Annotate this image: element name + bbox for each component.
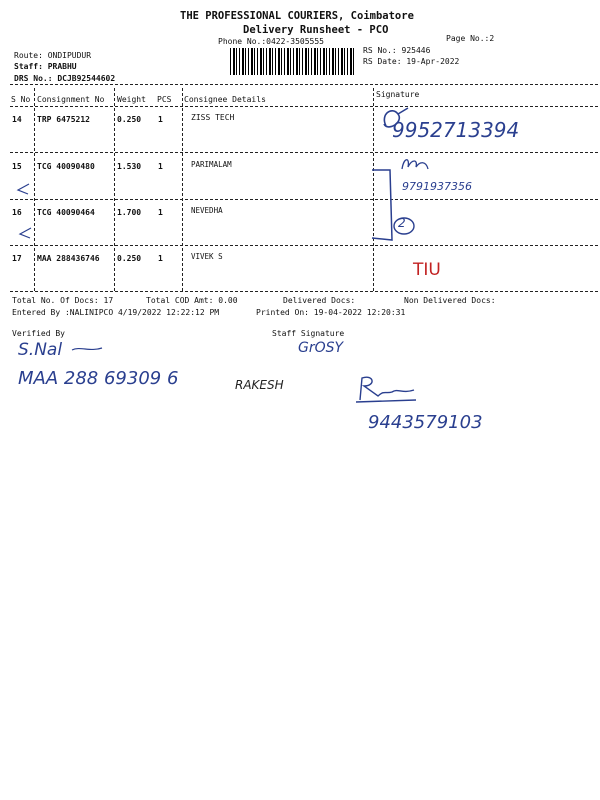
row-pcs: 1 — [158, 115, 163, 124]
header-bottom-border — [10, 106, 598, 107]
handwritten-phone-row15: 9791937356 — [402, 180, 472, 193]
col-header-signature: Signature — [376, 90, 420, 99]
page-number: Page No.:2 — [446, 34, 495, 43]
row-pcs: 1 — [158, 254, 163, 263]
company-name: THE PROFESSIONAL COURIERS, Coimbatore — [180, 10, 414, 22]
handwritten-phone-row14: 9952713394 — [392, 118, 520, 142]
column-divider — [114, 88, 115, 291]
document-title: Delivery Runsheet - PCO — [243, 24, 389, 36]
table-top-border — [10, 84, 598, 85]
row-sno: 15 — [12, 162, 22, 171]
row-consignment: MAA 288436746 — [37, 254, 100, 263]
handwritten-mark-row16: 2 — [398, 216, 406, 230]
printed-on: Printed On: 19-04-2022 12:20:31 — [256, 308, 406, 317]
row-consignee: VIVEK S — [191, 252, 223, 261]
row-consignment: TCG 40090480 — [37, 162, 95, 171]
column-divider — [34, 88, 35, 291]
row-consignee: ZISS TECH — [191, 113, 235, 122]
staff: Staff: PRABHU — [14, 62, 77, 71]
column-divider — [182, 88, 183, 291]
row-pcs: 1 — [158, 162, 163, 171]
col-header-sno: S No — [11, 95, 31, 104]
row-consignment: TRP 6475212 — [37, 115, 90, 124]
staff-signature: GrOSY — [298, 340, 344, 356]
receiver-signature — [352, 372, 422, 406]
route: Route: ONDIPUDUR — [14, 51, 92, 60]
total-docs: Total No. Of Docs: 17 — [12, 296, 114, 305]
row-divider — [10, 245, 598, 246]
rs-number: RS No.: 925446 — [363, 46, 431, 55]
row-sno: 17 — [12, 254, 22, 263]
row-sno: 16 — [12, 208, 22, 217]
verified-signature: S.Nal — [18, 340, 63, 360]
row-weight: 1.700 — [117, 208, 142, 217]
row-weight: 0.250 — [117, 115, 142, 124]
col-header-weight: Weight — [117, 95, 146, 104]
row-weight: 0.250 — [117, 254, 142, 263]
row-consignment: TCG 40090464 — [37, 208, 95, 217]
handwritten-phone: 9443579103 — [368, 412, 483, 433]
non-delivered-docs: Non Delivered Docs: — [404, 296, 496, 305]
row-divider — [10, 152, 598, 153]
col-header-consignment: Consignment No — [37, 95, 105, 104]
delivered-docs: Delivered Docs: — [283, 296, 356, 305]
row-sno: 14 — [12, 115, 22, 124]
table-bottom-border — [10, 291, 598, 292]
entered-by: Entered By :NALINIPCO 4/19/2022 12:22:12 PM — [12, 308, 220, 317]
tick-mark — [16, 182, 32, 196]
col-header-consignee: Consignee Details — [184, 95, 266, 104]
signature-underline — [70, 344, 104, 354]
row-consignee: PARIMALAM — [191, 160, 232, 169]
row-consignee: NEVEDHA — [191, 206, 223, 215]
row-pcs: 1 — [158, 208, 163, 217]
row-weight: 1.530 — [117, 162, 142, 171]
handwritten-name: RAKESH — [235, 378, 284, 392]
handwritten-note-row17: TIU — [413, 260, 441, 280]
phone-number: Phone No.:0422-3505555 — [218, 37, 324, 46]
handwritten-awb-number: MAA 288 69309 6 — [18, 368, 179, 389]
staff-signature-label: Staff Signature — [272, 329, 345, 338]
rs-date: RS Date: 19-Apr-2022 — [363, 57, 460, 66]
col-header-pcs: PCS — [157, 95, 172, 104]
barcode — [230, 48, 355, 75]
tick-mark — [18, 226, 34, 240]
verified-by-label: Verified By — [12, 329, 65, 338]
total-cod: Total COD Amt: 0.00 — [146, 296, 238, 305]
row-divider — [10, 199, 598, 200]
drs-number: DRS No.: DCJB92544602 — [14, 74, 116, 83]
